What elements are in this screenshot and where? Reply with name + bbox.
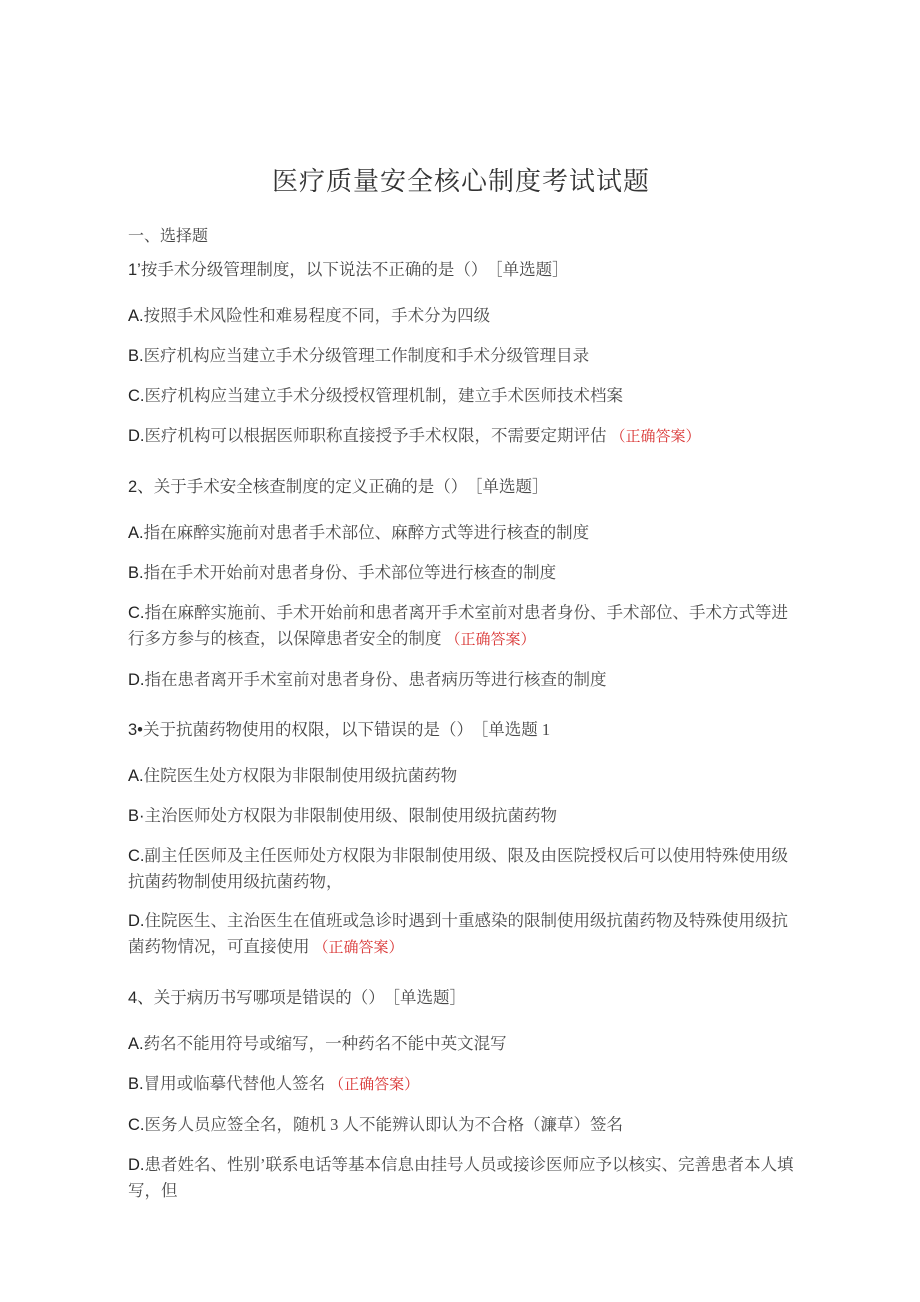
option-text: 主治医师处方权限为非限制使用级、限制使用级抗菌药物 [144,806,557,825]
option-letter: B. [128,347,144,365]
question-2-type-tag: ［单选题］ [474,477,549,496]
question-3-option-b [128,803,794,829]
option-letter: D. [128,671,145,689]
question-2-stem [128,474,794,500]
question-4-option-a [128,1031,794,1057]
option-text: 副主任医师及主任医师处方权限为非限制使用级、限及由医院授权后可以使用特殊使用级抗菌药物制使用级抗菌药物， [128,846,788,891]
question-4 [128,985,794,1203]
question-3 [128,717,794,961]
question-2-option-b [128,560,794,586]
question-2-option-a [128,520,794,546]
option-letter: B· [128,807,145,825]
question-2-number: 2、 [128,478,154,496]
question-1-option-b [128,343,794,369]
question-3-stem [128,717,794,743]
question-1-option-d [128,423,794,450]
page-title: 医疗质量安全核心制度考试试题 [271,167,650,196]
question-1-number: 1’ [128,261,141,279]
question-1-stem [128,257,794,283]
option-letter: D. [128,912,145,930]
section-heading: 一、选择题 [128,228,209,245]
answer-badge: （正确答案） [329,1077,420,1093]
question-4-number: 4、 [128,989,154,1007]
question-1-option-a [128,303,794,329]
question-3-option-d [128,908,794,961]
question-3-option-a [128,763,794,789]
question-1-stem-text: 按手术分级管理制度，以下说法不正确的是（） [140,260,488,279]
option-letter: C. [128,847,145,865]
question-3-type-tag: ［单选题 1 [479,720,551,739]
question-3-option-c [128,843,794,894]
answer-badge: （正确答案） [313,940,404,956]
option-text: 医疗机构应当建立手术分级管理工作制度和手术分级管理目录 [143,346,590,365]
option-text: 按照手术风险性和难易程度不同，手术分为四级 [143,306,491,325]
option-letter: C. [128,387,145,405]
option-letter: D. [128,427,145,445]
option-text: 住院医生处方权限为非限制使用级抗菌药物 [143,766,458,785]
question-4-type-tag: ［单选题］ [391,988,466,1007]
option-text: 指在麻醉实施前、手术开始前和患者离开手术室前对患者身份、手术部位、手术方式等进行多方参与的核查，以保障患者安全的制度 [128,603,788,648]
option-letter: D. [128,1156,145,1174]
question-2 [128,474,794,693]
option-text: 医疗机构应当建立手术分级授权管理机制，建立手术医师技术档案 [144,386,623,405]
question-1-type-tag: ［单选题］ [494,260,569,279]
option-letter: A. [128,524,144,542]
question-3-stem-text: 关于抗菌药物使用的权限，以下错误的是（） [142,720,473,739]
option-text: 指在麻醉实施前对患者手术部位、麻醉方式等进行核查的制度 [143,523,590,542]
question-4-option-c [128,1112,794,1138]
question-4-option-d [128,1152,794,1203]
question-4-stem-text: 关于病历书写哪项是错误的（） [153,988,385,1007]
option-letter: A. [128,767,144,785]
option-letter: B. [128,1075,144,1093]
option-text: 指在患者离开手术室前对患者身份、患者病历等进行核查的制度 [144,670,607,689]
option-letter: C. [128,1116,145,1134]
answer-badge: （正确答案） [610,429,701,445]
question-1 [128,257,794,450]
question-2-stem-text: 关于手术安全核查制度的定义正确的是（） [153,477,468,496]
question-4-stem [128,985,794,1011]
option-text: 医疗机构可以根据医师职称直接授予手术权限，不需要定期评估 [144,426,607,445]
question-3-number: 3• [128,721,143,739]
option-letter: A. [128,307,144,325]
option-text: 药名不能用符号或缩写，一种药名不能中英文混写 [143,1034,507,1053]
option-letter: C. [128,604,145,622]
option-text: 医务人员应签全名，随机 3 人不能辨认即认为不合格（濂草）签名 [144,1115,623,1134]
option-letter: A. [128,1035,144,1053]
option-text: 指在手术开始前对患者身份、手术部位等进行核查的制度 [143,563,557,582]
option-text: 冒用或临摹代替他人签名 [143,1074,326,1093]
option-letter: B. [128,564,144,582]
question-1-option-c [128,383,794,409]
question-2-option-c [128,600,794,653]
option-text: 住院医生、主治医生在值班或急诊时遇到十重感染的限制使用级抗菌药物及特殊使用级抗菌药物情况，可直接使用 [128,911,788,956]
answer-badge: （正确答案） [445,632,536,648]
option-text: 患者姓名、性别’联系电话等基本信息由挂号人员或接诊医师应予以核实、完善患者本人填写，但 [128,1155,794,1200]
question-4-option-b [128,1071,794,1098]
question-2-option-d [128,667,794,693]
